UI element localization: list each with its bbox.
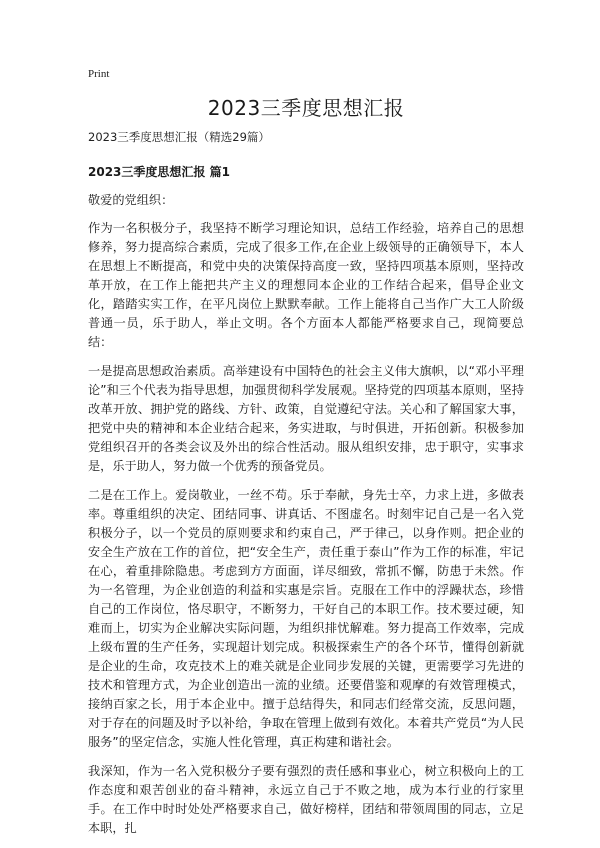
document-title: 2023三季度思想汇报 (207, 96, 405, 120)
paragraph-intro: 作为一名积极分子，我坚持不断学习理论知识，总结工作经验，培养自己的思想修养，努力提高综合素质，完成了很多工作,在企业上级领导的正确领导下，本人在思想上不断提高，和党中央的决策保持高度一致，坚持四项基本原则，坚持改革开放，在工作上能把共产主义的理想同本企业的工作结合起来，倡导企业文化，踏踏实实工作，在平凡岗位上默默奉献。工作上能将自己当作广大工人阶级普通一员，乐于助人，举止文明。各个方面本人都能严格要求自己，现简要总结： (88, 221, 524, 349)
salutation: 敬爱的党组织： (88, 193, 174, 207)
section-heading: 2023三季度思想汇报 篇1 (88, 165, 230, 179)
paragraph-work: 二是在工作上。爱岗敬业，一丝不苟。乐于奉献，身先士卒，力求上进，多做表率。尊重组织的决定、团结同事、讲真话、不图虚名。时刻牢记自己是一名入党积极分子，以一个党员的原则要求和约束自己，严于律己，以身作则。把企业的安全生产放在工作的首位，把“安全生产，责任重于泰山”作为工作的标准，牢记在心，着重排除隐患。考虑到方方面面，详尽细致，常抓不懈，防患于未然。作为一名管理，为企业创造的利益和实惠是宗旨。克服在工作中的浮躁状态，珍惜自己的工作岗位，恪尽职守，不断努力，干好自己的本职工作。技术要过硬，知难而上，切实为企业解决实际问题，为组织排忧解难。努力提高工作效率，完成上级布置的生产任务，实现超计划完成。积极探索生产的各个环节，懂得创新就是企业的生命，攻克技术上的难关就是企业同步发展的关键，更需要学习先进的技术和管理方式，为企业创造出一流的业绩。还要借鉴和观摩的有效管理模式，接纳百家之长，用于本企业中。擅于总结得失，和同志们经常交流，反思问题，对于存在的问题及时予以补给，争取在管理上做到有效化。本着共产党员“为人民服务”的坚定信念，实施人性化管理，真正构建和谐社会。 (88, 488, 524, 749)
paragraph-political-quality: 一是提高思想政治素质。高举建设有中国特色的社会主义伟大旗帜，以“邓小平理论”和三个代表为指导思想，加强贯彻科学发展观。坚持党的四项基本原则，坚持改革开放、拥护党的路线、方针、政策，自觉遵纪守法。关心和了解国家大事，把党中央的精神和本企业结合起来，务实进取，与时俱进，开拓创新。积极参加党组织召开的各类会议及外出的综合性活动。服从组织安排，忠于职守，实事求是，乐于助人，努力做一个优秀的预备党员。 (88, 364, 524, 473)
paragraph-responsibility: 我深知，作为一名入党积极分子要有强烈的责任感和事业心，树立积极向上的工作态度和艰苦创业的奋斗精神，永远立自己于不败之地，成为本行业的行家里手。在工作中时时处处严格要求自己，做好榜样，团结和带领周围的同志，立足本职，扎 (88, 764, 524, 835)
document-subtitle: 2023三季度思想汇报（精选29篇） (88, 130, 270, 144)
print-label[interactable]: Print (88, 68, 110, 80)
document-page (88, 68, 524, 848)
